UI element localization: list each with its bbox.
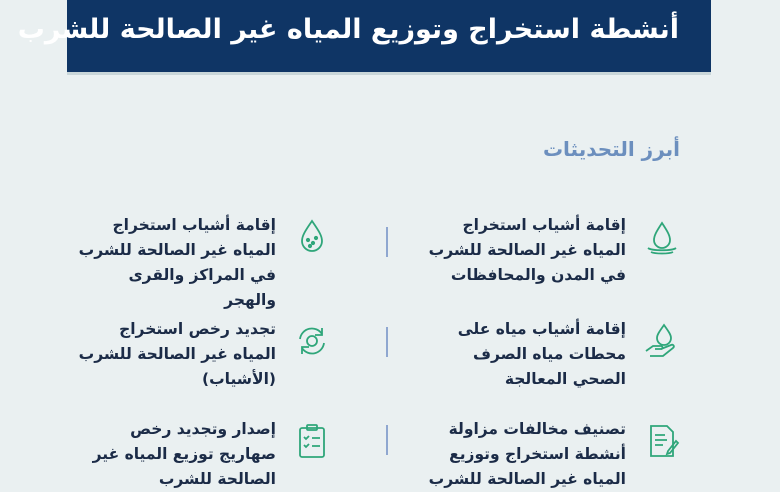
- list-item: [76, 213, 334, 313]
- divider: [386, 327, 388, 357]
- renew-cycle-icon: [290, 319, 334, 363]
- water-drop-dots-icon: [290, 215, 334, 259]
- item-text: إقامة أشياب استخراج المياه غير الصالحة للشرب في المدن والمحافظات: [428, 216, 626, 284]
- divider: [386, 425, 388, 455]
- item-text: إصدار وتجديد رخص صهاريج توزيع المياه غير الصالحة للشرب: [92, 420, 276, 488]
- list-item: [76, 317, 334, 392]
- list-item: [426, 417, 684, 492]
- item-text: إقامة أشياب مياه على محطات مياه الصرف الصحي المعالجة: [457, 320, 626, 388]
- document-pen-icon: [640, 419, 684, 463]
- banner-title: أنشطة استخراج وتوزيع المياه غير الصالحة للشرب: [17, 14, 679, 45]
- item-text: تصنيف مخالفات مزاولة أنشطة استخراج وتوزيع المياه غير الصالحة للشرب: [428, 420, 626, 488]
- list-item: [76, 417, 334, 492]
- item-text: إقامة أشياب استخراج المياه غير الصالحة للشرب في المراكز والقرى والهجر: [78, 216, 276, 309]
- header-banner: [17, 0, 711, 75]
- section-title: أبرز التحديثات: [542, 137, 680, 161]
- list-item: [426, 213, 684, 288]
- list-item: [426, 317, 684, 392]
- item-text: تجديد رخص استخراج المياه غير الصالحة للشرب (الأشياب): [78, 320, 276, 388]
- water-drop-ripple-icon: [640, 215, 684, 259]
- divider: [386, 227, 388, 257]
- hand-water-drop-icon: [640, 319, 684, 363]
- clipboard-checklist-icon: [290, 419, 334, 463]
